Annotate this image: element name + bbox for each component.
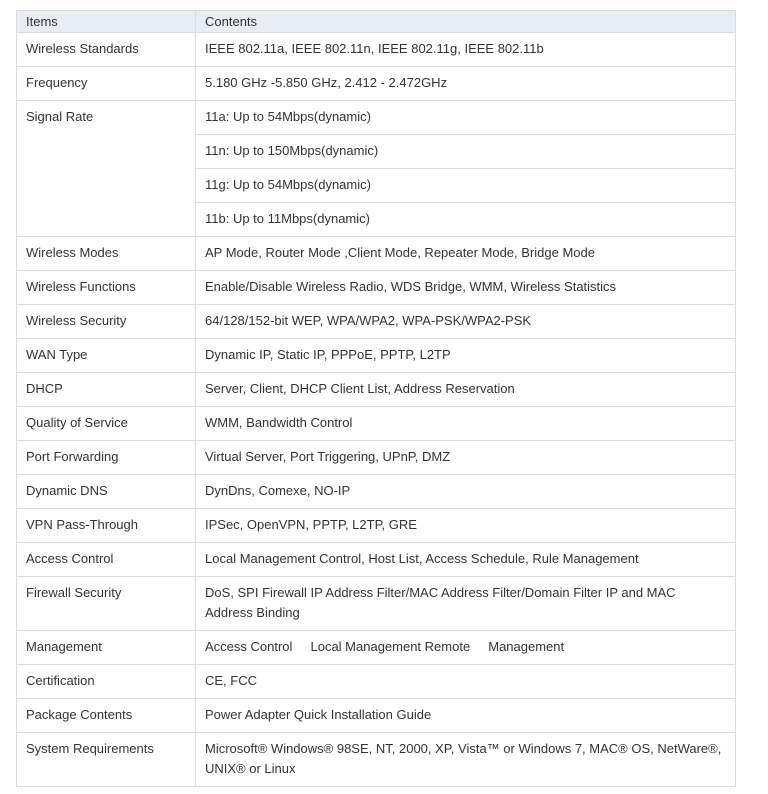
table-row [17, 271, 736, 305]
row-contents: AP Mode, Router Mode ,Client Mode, Repeater Mode, Bridge Mode [196, 237, 736, 271]
row-item-label: Signal Rate [17, 101, 196, 237]
row-contents: IEEE 802.11a, IEEE 802.11n, IEEE 802.11g, IEEE 802.11b [196, 33, 736, 67]
row-item-label: Quality of Service [17, 407, 196, 441]
row-item-label: Wireless Modes [17, 237, 196, 271]
header-items: Items [17, 11, 196, 33]
table-row [17, 237, 736, 271]
row-item-label: Dynamic DNS [17, 475, 196, 509]
table-row [17, 699, 736, 733]
table-row [17, 101, 736, 135]
row-item-label: VPN Pass-Through [17, 509, 196, 543]
table-row [17, 339, 736, 373]
row-contents: 11b: Up to 11Mbps(dynamic) [196, 203, 736, 237]
table-row [17, 373, 736, 407]
row-contents: 64/128/152-bit WEP, WPA/WPA2, WPA-PSK/WPA2-PSK [196, 305, 736, 339]
row-item-label: Frequency [17, 67, 196, 101]
row-contents: Virtual Server, Port Triggering, UPnP, DMZ [196, 441, 736, 475]
row-contents: Enable/Disable Wireless Radio, WDS Bridge, WMM, Wireless Statistics [196, 271, 736, 305]
table-row [17, 441, 736, 475]
table-row [17, 665, 736, 699]
row-item-label: System Requirements [17, 733, 196, 787]
row-contents: DoS, SPI Firewall IP Address Filter/MAC Address Filter/Domain Filter IP and MAC Address Binding [196, 577, 736, 631]
row-contents: DynDns, Comexe, NO-IP [196, 475, 736, 509]
table-row [17, 407, 736, 441]
row-item-label: Certification [17, 665, 196, 699]
row-contents: Power Adapter Quick Installation Guide [196, 699, 736, 733]
table-row [17, 33, 736, 67]
table-row [17, 733, 736, 787]
row-item-label: Firewall Security [17, 577, 196, 631]
table-row [17, 631, 736, 665]
row-contents: WMM, Bandwidth Control [196, 407, 736, 441]
row-contents: 11a: Up to 54Mbps(dynamic) [196, 101, 736, 135]
table-row [17, 305, 736, 339]
table-row [17, 475, 736, 509]
row-contents: 11n: Up to 150Mbps(dynamic) [196, 135, 736, 169]
row-contents: CE, FCC [196, 665, 736, 699]
row-item-label: Access Control [17, 543, 196, 577]
row-item-label: WAN Type [17, 339, 196, 373]
row-contents: Dynamic IP, Static IP, PPPoE, PPTP, L2TP [196, 339, 736, 373]
table-row [17, 509, 736, 543]
row-contents: IPSec, OpenVPN, PPTP, L2TP, GRE [196, 509, 736, 543]
row-contents: Access Control Local Management Remote Management [196, 631, 736, 665]
row-item-label: Wireless Functions [17, 271, 196, 305]
row-item-label: DHCP [17, 373, 196, 407]
row-contents: Server, Client, DHCP Client List, Address Reservation [196, 373, 736, 407]
table-header-row [17, 11, 736, 33]
row-contents: 5.180 GHz -5.850 GHz, 2.412 - 2.472GHz [196, 67, 736, 101]
row-contents: 11g: Up to 54Mbps(dynamic) [196, 169, 736, 203]
row-contents: Microsoft® Windows® 98SE, NT, 2000, XP, Vista™ or Windows 7, MAC® OS, NetWare®, UNIX® or Linux [196, 733, 736, 787]
row-item-label: Wireless Standards [17, 33, 196, 67]
spec-table [16, 10, 736, 787]
row-contents: Local Management Control, Host List, Access Schedule, Rule Management [196, 543, 736, 577]
row-item-label: Package Contents [17, 699, 196, 733]
row-item-label: Management [17, 631, 196, 665]
header-contents: Contents [196, 11, 736, 33]
row-item-label: Port Forwarding [17, 441, 196, 475]
table-body [17, 33, 736, 787]
row-item-label: Wireless Security [17, 305, 196, 339]
table-row [17, 543, 736, 577]
table-row [17, 577, 736, 631]
table-row [17, 67, 736, 101]
